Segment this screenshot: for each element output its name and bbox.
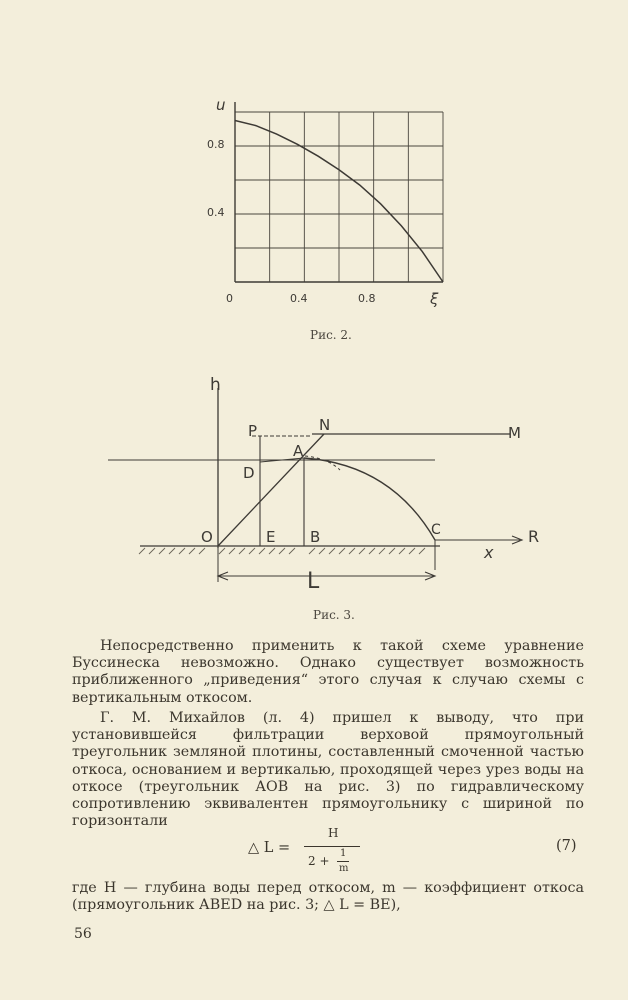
x-tick-label: 0	[226, 292, 233, 305]
depression-curve	[304, 458, 435, 540]
y-axis-label: u	[216, 96, 226, 114]
formula-7	[248, 826, 588, 882]
label-N: N	[319, 416, 331, 434]
ground-hatching	[139, 548, 425, 554]
label-O: O	[201, 528, 213, 546]
x-axis-label: ξ	[430, 290, 439, 308]
inner-fraction-bar	[337, 861, 349, 862]
paragraph-1: Непосредственно применить к такой схеме уравнение Буссинеска невозможно. Однако существует возможность приближенного „приведения“ этого случая к случаю схемы с вертикальным откосом.	[72, 638, 584, 706]
label-L: L	[307, 569, 320, 594]
x-tick-label: 0.8	[358, 292, 376, 305]
label-R: R	[528, 527, 540, 546]
label-A: A	[293, 442, 304, 460]
label-x: x	[484, 543, 494, 562]
paragraph-2: Г. М. Михайлов (л. 4) пришел к выводу, что при установившейся фильтрации верховой прямоугольный треугольник земляной плотины, составленный смоченной частью откоса, основанием и вертикалью, проходящей через урез воды на откосе (треугольник АОВ на рис. 3) по гидравлическому сопротивлению эквивалентен прямоугольнику с шириной по горизонтали	[72, 710, 584, 830]
formula-numerator: H	[328, 826, 339, 840]
figure-3-diagram	[100, 370, 560, 600]
y-tick-label: 0.4	[207, 206, 225, 219]
label-M: M	[508, 424, 521, 442]
label-E: E	[266, 528, 276, 546]
formula-inner-denominator: m	[339, 863, 349, 874]
y-tick-label: 0.8	[207, 138, 225, 151]
formula-number: (7)	[556, 838, 577, 854]
page-number: 56	[74, 926, 92, 942]
figure-2-chart	[190, 90, 470, 320]
label-C: C	[431, 522, 441, 538]
x-tick-label: 0.4	[290, 292, 308, 305]
chart-grid	[235, 112, 443, 282]
paragraph-3: где Н — глубина воды перед откосом, m — коэффициент откоса (прямоугольник АВЕD на рис. 3; △ L = ВЕ),	[72, 880, 584, 914]
figure-3-caption: Рис. 3.	[313, 608, 355, 622]
formula-inner-numerator: 1	[340, 848, 347, 859]
label-P: P	[248, 422, 258, 440]
formula-denominator-prefix: 2 +	[308, 854, 330, 868]
label-B: B	[310, 528, 321, 546]
label-h: h	[210, 375, 221, 395]
figure-2-caption: Рис. 2.	[310, 328, 352, 342]
fraction-bar	[304, 846, 360, 847]
formula-lhs: △ L =	[248, 840, 291, 856]
label-D: D	[243, 464, 255, 482]
